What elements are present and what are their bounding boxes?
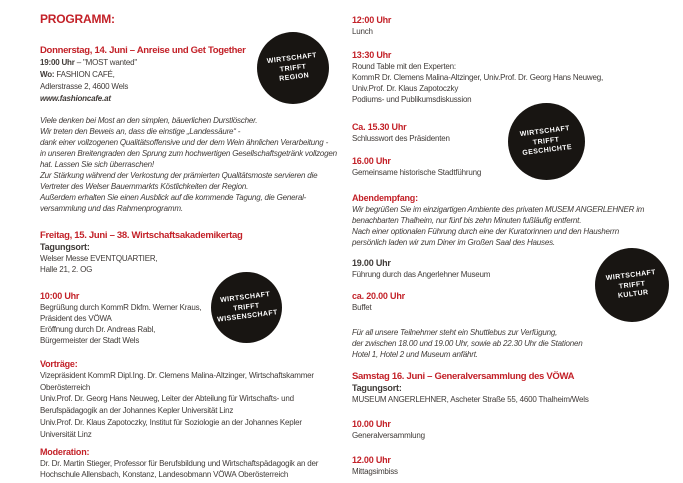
text-line: Univ.Prof. Dr. Georg Hans Neuweg, Leiter der Abteilung für Wirtschafts- und <box>40 394 294 404</box>
shuttle-note <box>352 327 680 360</box>
text-line: KommR Dr. Clemens Malina-Altzinger, Univ.Prof. Dr. Georg Hans Neuweg, <box>352 73 604 82</box>
text-line: Dr. Dr. Martin Stieger, Professor für Berufsbildung und Wirtschaftspädagogik an der <box>40 459 319 469</box>
section-samstag <box>352 371 680 477</box>
text-line: Bürgermeister der Stadt Wels <box>40 336 140 345</box>
time-label: Ca. 15.30 Uhr <box>352 122 407 132</box>
day-heading: Freitag, 15. Juni – 38. Wirtschaftsakademikertag <box>40 230 243 241</box>
badge-text <box>605 268 658 302</box>
text-line: Viele denken bei Most an den simplen, bäuerlichen Durstlöscher. <box>40 116 258 125</box>
text-line: Präsident des VÖWA <box>40 314 112 323</box>
badge-line: TRIFFT <box>279 62 307 73</box>
venue-line: Halle 21, 2. OG <box>40 265 93 274</box>
text-line: Führung durch das Angerlehner Museum <box>352 270 491 279</box>
badge-wirtschaft-trifft-kultur <box>595 248 669 322</box>
badge-text <box>520 124 573 158</box>
text-line: hat. Lassen Sie sich überraschen! <box>40 160 154 169</box>
venue-line: MUSEUM ANGERLEHNER, Ascheter Straße 55, 4600 Thalheim/Wels <box>352 395 589 404</box>
page-title: PROGRAMM: <box>40 12 115 26</box>
venue-line: Welser Messe EVENTQUARTIER, <box>40 254 158 263</box>
section-freitag <box>40 230 352 480</box>
vortraege-list <box>40 370 352 440</box>
text-line: Lunch <box>352 27 373 36</box>
venue-label: Tagungsort: <box>40 242 90 252</box>
event-title: – "MOST wanted" <box>74 58 138 67</box>
text-line: Vertreter des Welser Bauernmarkts Köstlichkeiten der Region. <box>40 182 249 191</box>
badge-line: WIRTSCHAFT <box>219 291 271 305</box>
text-line: Mittagsimbiss <box>352 467 398 476</box>
time-label: 12:00 Uhr <box>352 15 392 25</box>
text-line: Buffet <box>352 303 372 312</box>
text-line: Nach einer optionalen Führung durch eine der Kuratorinnen und den Hausherrn <box>352 227 619 236</box>
badge-wirtschaft-trifft-wissenschaft <box>211 272 282 343</box>
badge-line: TRIFFT <box>532 136 561 147</box>
location-label: Wo: <box>40 70 55 79</box>
badge-line: GESCHICHTE <box>522 144 573 158</box>
text-line: Hotel 1, Hotel 2 und Museum anfährt. <box>352 350 478 359</box>
right-column <box>352 0 680 477</box>
badge-line: WIRTSCHAFT <box>519 125 571 139</box>
time-label: 10.00 Uhr <box>352 419 391 429</box>
badge-line: TRIFFT <box>618 279 646 290</box>
text-line: Für all unsere Teilnehmer steht ein Shuttlebus zur Verfügung, <box>352 328 558 337</box>
intro-paragraph <box>40 115 352 214</box>
text-line: Generalversammlung <box>352 431 425 440</box>
time-label: 19:00 Uhr <box>40 58 75 67</box>
text-line: Eröffnung durch Dr. Andreas Rabl, <box>40 325 156 334</box>
badge-line: TRIFFT <box>232 302 261 313</box>
time-label: 16.00 Uhr <box>352 156 391 166</box>
text-line: Vizepräsident KommR Dipl.Ing. Dr. Clemens Malina-Altzinger, Wirtschaftskammer <box>40 371 314 380</box>
text-line: dank einer vollzogenen Qualitätsoffensive und der dem Wein ähnlichen Verarbeitung - <box>40 138 329 147</box>
badge-line: WIRTSCHAFT <box>605 268 657 282</box>
text-line: der zwischen 18.00 und 19.00 Uhr, sowie ab 22.30 Uhr die Stationen <box>352 339 583 348</box>
text-line: Berufspädagogik an der Johannes Kepler Universität Linz <box>40 406 234 416</box>
location-value: FASHION CAFÉ, <box>54 70 115 79</box>
day-heading: Donnerstag, 14. Juni – Anreise und Get Together <box>40 45 246 56</box>
badge-text <box>266 51 319 85</box>
vortraege-label: Vorträge: <box>40 359 78 369</box>
moderation-label: Moderation: <box>40 447 90 458</box>
text-line: Schlusswort des Präsidenten <box>352 134 450 143</box>
time-label: 12.00 Uhr <box>352 455 391 465</box>
badge-line: WIRTSCHAFT <box>266 51 318 65</box>
text-line: in unseren Breitengraden den Sprung zum hochwertigen Gesellschaftsgetränk vollzogen <box>40 149 337 158</box>
time-label: 13:30 Uhr <box>352 50 392 60</box>
abendempfang-label: Abendempfang: <box>352 193 418 203</box>
text-line: persönlich laden wir zum Diner im Großen Saal des Hauses. <box>352 238 555 247</box>
text-line: Podiums- und Publikumsdiskussion <box>352 95 472 104</box>
text-line: Universität Linz <box>40 429 92 439</box>
text-line: benachbarten Thalheim, nur fünf bis zehn Minuten fußläufig entfernt. <box>352 216 582 225</box>
text-line: Hochschule Allensbach, Konstanz, Landesobmann VÖWA Oberösterreich <box>40 470 289 480</box>
text-line: Univ.Prof. Dr. Klaus Zapotoczky, Institut für Soziologie an der Johannes Kepler <box>40 417 302 427</box>
badge-line: REGION <box>278 71 310 83</box>
venue-label: Tagungsort: <box>352 383 402 393</box>
text-line: versammlung und das Rahmenprogramm. <box>40 204 183 213</box>
text-line: Oberösterreich <box>40 382 91 392</box>
badge-line: WISSENSCHAFT <box>217 309 279 324</box>
time-label: 10:00 Uhr <box>40 291 80 301</box>
text-line: Zur Stärkung während der Verkostung der prämierten Qualitätsmoste servieren die <box>40 171 318 180</box>
address-line: Adlerstrasse 2, 4600 Wels <box>40 82 129 91</box>
time-label: 19.00 Uhr <box>352 258 391 268</box>
badge-line: KULTUR <box>617 288 649 300</box>
text-line: Round Table mit den Experten: <box>352 62 456 71</box>
time-label: ca. 20.00 Uhr <box>352 291 405 301</box>
badge-text <box>215 290 279 326</box>
text-line: Univ.Prof. Dr. Klaus Zapotoczky <box>352 84 459 93</box>
website-link[interactable]: www.fashioncafe.at <box>40 94 111 103</box>
badge-wirtschaft-trifft-region <box>257 32 329 104</box>
text-line: Wir begrüßen Sie im einzigartigen Ambiente des privaten MUSEM ANGERLEHNER im <box>352 205 645 214</box>
text-line: Wir treten den Beweis an, dass die einstige „Landessäure“ - <box>40 127 241 136</box>
text-line: Gemeinsame historische Stadtführung <box>352 168 482 177</box>
text-line: Begrüßung durch KommR Dkfm. Werner Kraus, <box>40 303 202 312</box>
text-line: Außerdem erhalten Sie einen Ausblick auf die kommende Tagung, die General- <box>40 193 307 202</box>
badge-wirtschaft-trifft-geschichte <box>508 103 585 180</box>
day-heading: Samstag 16. Juni – Generalversammlung des VÖWA <box>352 371 575 382</box>
